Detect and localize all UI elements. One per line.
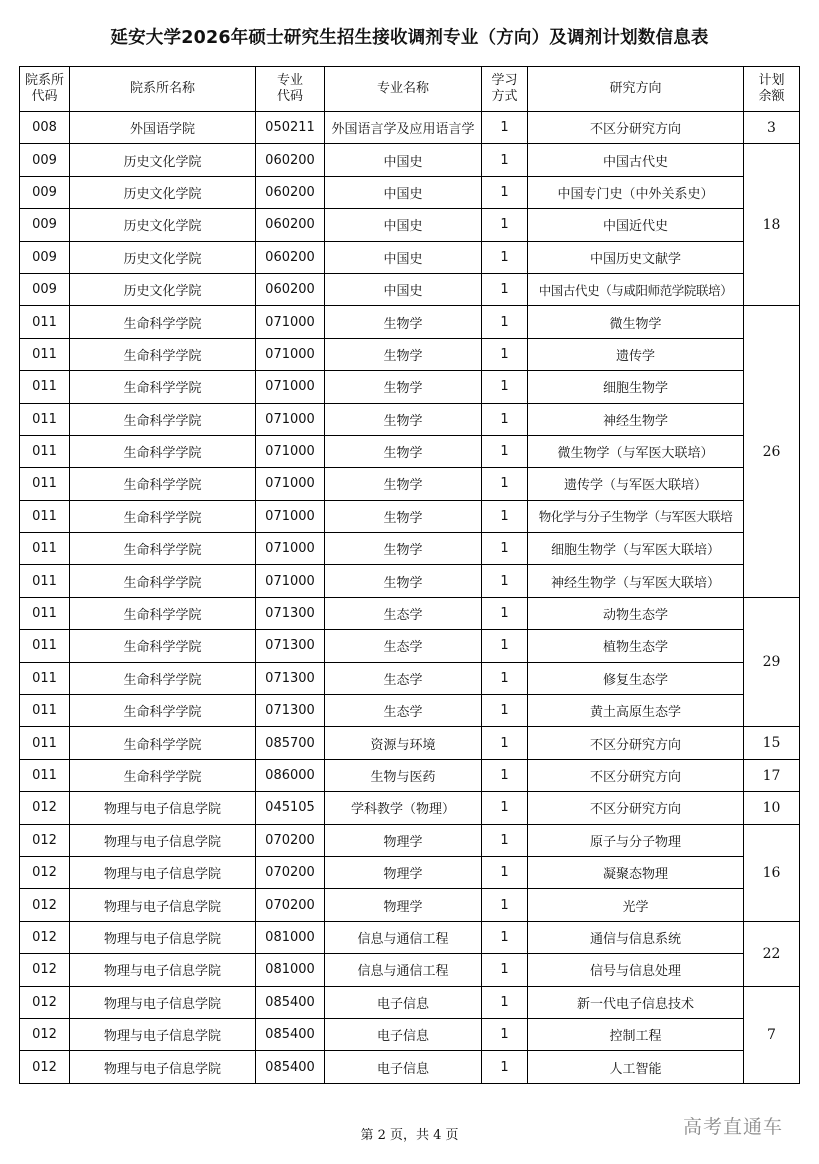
direction-cell: 细胞生物学（与军医大联培）: [528, 533, 744, 565]
study-mode-cell: 1: [482, 792, 528, 824]
direction-cell: 原子与分子物理: [528, 824, 744, 856]
header-study-mode-line1: 学习: [491, 73, 518, 88]
dept-name-cell: 生命科学学院: [70, 306, 256, 338]
major-name-cell: 电子信息: [325, 1018, 482, 1050]
dept-code-cell: 011: [20, 403, 70, 435]
page-footer: 第 2 页，共 4 页: [360, 1128, 459, 1143]
table-row: [20, 338, 800, 370]
dept-name-cell: 生命科学学院: [70, 533, 256, 565]
major-code-cell: 071000: [256, 565, 325, 597]
direction-cell: 神经生物学: [528, 403, 744, 435]
header-major-name: 专业名称: [325, 67, 482, 112]
major-code-cell: 085400: [256, 1051, 325, 1083]
major-name-cell: 中国史: [325, 241, 482, 273]
page-title: 延安大学2026年硕士研究生招生接收调剂专业（方向）及调剂计划数信息表: [110, 28, 709, 48]
dept-name-cell: 生命科学学院: [70, 338, 256, 370]
major-code-cell: 071000: [256, 403, 325, 435]
major-name-cell: 中国史: [325, 273, 482, 305]
study-mode-cell: 1: [482, 954, 528, 986]
direction-cell: 中国古代史: [528, 144, 744, 176]
study-mode-cell: 1: [482, 112, 528, 144]
dept-code-cell: 012: [20, 792, 70, 824]
dept-name-cell: 生命科学学院: [70, 468, 256, 500]
dept-name-cell: 生命科学学院: [70, 371, 256, 403]
dept-name-cell: 生命科学学院: [70, 727, 256, 759]
table-row: [20, 986, 800, 1018]
table-row: [20, 792, 800, 824]
dept-name-cell: 物理与电子信息学院: [70, 1051, 256, 1083]
dept-name-cell: 生命科学学院: [70, 630, 256, 662]
major-code-cell: 071000: [256, 468, 325, 500]
study-mode-cell: 1: [482, 986, 528, 1018]
major-name-cell: 物理学: [325, 889, 482, 921]
dept-code-cell: 012: [20, 856, 70, 888]
study-mode-cell: 1: [482, 371, 528, 403]
major-name-cell: 生物学: [325, 371, 482, 403]
major-code-cell: 060200: [256, 209, 325, 241]
study-mode-cell: 1: [482, 500, 528, 532]
transfer-plan-table: [19, 66, 800, 1084]
table-row: [20, 209, 800, 241]
dept-name-cell: 物理与电子信息学院: [70, 921, 256, 953]
table-row: [20, 500, 800, 532]
quota-cell: 3: [744, 112, 800, 144]
table-row: [20, 824, 800, 856]
quota-cell: 29: [744, 597, 800, 727]
study-mode-cell: 1: [482, 403, 528, 435]
header-row: [20, 67, 800, 112]
direction-cell: 中国历史文献学: [528, 241, 744, 273]
quota-cell: 16: [744, 824, 800, 921]
dept-code-cell: 011: [20, 565, 70, 597]
direction-cell: 新一代电子信息技术: [528, 986, 744, 1018]
direction-cell: 修复生态学: [528, 662, 744, 694]
table-row: [20, 954, 800, 986]
header-major-code: [256, 67, 325, 112]
header-dept-code: [20, 67, 70, 112]
quota-cell: 26: [744, 306, 800, 598]
direction-cell: 中国近代史: [528, 209, 744, 241]
dept-code-cell: 009: [20, 209, 70, 241]
table-row: [20, 241, 800, 273]
dept-code-cell: 011: [20, 597, 70, 629]
major-code-cell: 086000: [256, 759, 325, 791]
table-row: [20, 565, 800, 597]
dept-code-cell: 008: [20, 112, 70, 144]
study-mode-cell: 1: [482, 565, 528, 597]
dept-name-cell: 生命科学学院: [70, 695, 256, 727]
table-row: [20, 759, 800, 791]
dept-code-cell: 011: [20, 500, 70, 532]
dept-code-cell: 012: [20, 921, 70, 953]
dept-name-cell: 生命科学学院: [70, 565, 256, 597]
major-code-cell: 085400: [256, 1018, 325, 1050]
major-name-cell: 外国语言学及应用语言学: [325, 112, 482, 144]
major-code-cell: 070200: [256, 824, 325, 856]
study-mode-cell: 1: [482, 759, 528, 791]
study-mode-cell: 1: [482, 824, 528, 856]
direction-cell: 植物生态学: [528, 630, 744, 662]
direction-cell: 遗传学（与军医大联培）: [528, 468, 744, 500]
dept-code-cell: 009: [20, 144, 70, 176]
quota-cell: 17: [744, 759, 800, 791]
major-code-cell: 060200: [256, 144, 325, 176]
quota-cell: 18: [744, 144, 800, 306]
dept-name-cell: 生命科学学院: [70, 403, 256, 435]
study-mode-cell: 1: [482, 889, 528, 921]
dept-name-cell: 物理与电子信息学院: [70, 1018, 256, 1050]
major-name-cell: 生态学: [325, 695, 482, 727]
dept-name-cell: 生命科学学院: [70, 759, 256, 791]
direction-cell: 通信与信息系统: [528, 921, 744, 953]
major-name-cell: 生物学: [325, 403, 482, 435]
major-name-cell: 中国史: [325, 176, 482, 208]
study-mode-cell: 1: [482, 695, 528, 727]
header-study-mode: [482, 67, 528, 112]
table-row: [20, 533, 800, 565]
major-name-cell: 物理学: [325, 856, 482, 888]
study-mode-cell: 1: [482, 856, 528, 888]
direction-cell: 遗传学: [528, 338, 744, 370]
table-row: [20, 273, 800, 305]
major-name-cell: 中国史: [325, 209, 482, 241]
direction-cell: 中国专门史（中外关系史）: [528, 176, 744, 208]
dept-code-cell: 011: [20, 435, 70, 467]
study-mode-cell: 1: [482, 338, 528, 370]
major-code-cell: 071000: [256, 500, 325, 532]
direction-cell: 微生物学（与军医大联培）: [528, 435, 744, 467]
dept-name-cell: 物理与电子信息学院: [70, 889, 256, 921]
header-quota-line2: 余额: [758, 89, 785, 104]
dept-name-cell: 历史文化学院: [70, 176, 256, 208]
study-mode-cell: 1: [482, 273, 528, 305]
major-code-cell: 071000: [256, 306, 325, 338]
header-dept-code-line2: 代码: [31, 89, 58, 104]
table-row: [20, 630, 800, 662]
dept-code-cell: 012: [20, 954, 70, 986]
dept-code-cell: 012: [20, 986, 70, 1018]
header-dept-code-line1: 院系所: [24, 73, 64, 88]
direction-cell: 黄土高原生态学: [528, 695, 744, 727]
major-name-cell: 生态学: [325, 662, 482, 694]
quota-cell: 15: [744, 727, 800, 759]
header-direction: 研究方向: [528, 67, 744, 112]
major-name-cell: 资源与环境: [325, 727, 482, 759]
header-major-code-line2: 代码: [276, 89, 303, 104]
study-mode-cell: 1: [482, 630, 528, 662]
header-quota-line1: 计划: [758, 73, 785, 88]
direction-cell: 不区分研究方向: [528, 759, 744, 791]
direction-cell: 细胞生物学: [528, 371, 744, 403]
table-row: [20, 695, 800, 727]
table-row: [20, 435, 800, 467]
dept-code-cell: 011: [20, 338, 70, 370]
dept-name-cell: 物理与电子信息学院: [70, 792, 256, 824]
direction-cell: 物化学与分子生物学（与军医大联培: [528, 500, 744, 532]
study-mode-cell: 1: [482, 662, 528, 694]
table-row: [20, 112, 800, 144]
major-code-cell: 070200: [256, 856, 325, 888]
study-mode-cell: 1: [482, 435, 528, 467]
major-code-cell: 081000: [256, 954, 325, 986]
study-mode-cell: 1: [482, 241, 528, 273]
major-name-cell: 生物学: [325, 338, 482, 370]
dept-code-cell: 011: [20, 695, 70, 727]
major-name-cell: 信息与通信工程: [325, 921, 482, 953]
header-study-mode-line2: 方式: [491, 89, 518, 104]
major-code-cell: 060200: [256, 176, 325, 208]
major-name-cell: 生物学: [325, 565, 482, 597]
watermark: 高考直通车: [683, 1116, 784, 1138]
table-row: [20, 1051, 800, 1083]
dept-name-cell: 历史文化学院: [70, 144, 256, 176]
study-mode-cell: 1: [482, 176, 528, 208]
study-mode-cell: 1: [482, 209, 528, 241]
table-row: [20, 371, 800, 403]
direction-cell: 不区分研究方向: [528, 727, 744, 759]
major-name-cell: 生物学: [325, 435, 482, 467]
dept-code-cell: 011: [20, 468, 70, 500]
major-name-cell: 物理学: [325, 824, 482, 856]
header-dept-name: 院系所名称: [70, 67, 256, 112]
major-code-cell: 071000: [256, 533, 325, 565]
direction-cell: 控制工程: [528, 1018, 744, 1050]
major-code-cell: 081000: [256, 921, 325, 953]
dept-name-cell: 物理与电子信息学院: [70, 986, 256, 1018]
major-name-cell: 电子信息: [325, 1051, 482, 1083]
dept-code-cell: 012: [20, 1051, 70, 1083]
table-row: [20, 1018, 800, 1050]
direction-cell: 人工智能: [528, 1051, 744, 1083]
header-major-code-line1: 专业: [276, 73, 303, 88]
major-name-cell: 生物学: [325, 306, 482, 338]
table-row: [20, 176, 800, 208]
study-mode-cell: 1: [482, 144, 528, 176]
major-code-cell: 085400: [256, 986, 325, 1018]
dept-name-cell: 生命科学学院: [70, 662, 256, 694]
major-name-cell: 信息与通信工程: [325, 954, 482, 986]
direction-cell: 动物生态学: [528, 597, 744, 629]
dept-code-cell: 011: [20, 371, 70, 403]
major-code-cell: 045105: [256, 792, 325, 824]
direction-cell: 不区分研究方向: [528, 112, 744, 144]
quota-cell: 22: [744, 921, 800, 986]
dept-name-cell: 历史文化学院: [70, 209, 256, 241]
study-mode-cell: 1: [482, 306, 528, 338]
table-row: [20, 306, 800, 338]
major-code-cell: 060200: [256, 273, 325, 305]
header-quota: [744, 67, 800, 112]
table-row: [20, 889, 800, 921]
dept-name-cell: 外国语学院: [70, 112, 256, 144]
direction-cell: 中国古代史（与咸阳师范学院联培）: [528, 273, 744, 305]
major-name-cell: 生态学: [325, 597, 482, 629]
dept-name-cell: 生命科学学院: [70, 500, 256, 532]
major-code-cell: 071300: [256, 630, 325, 662]
major-name-cell: 中国史: [325, 144, 482, 176]
table-row: [20, 403, 800, 435]
major-code-cell: 071000: [256, 338, 325, 370]
major-name-cell: 生物学: [325, 533, 482, 565]
direction-cell: 微生物学: [528, 306, 744, 338]
table-row: [20, 662, 800, 694]
dept-code-cell: 011: [20, 759, 70, 791]
table-row: [20, 856, 800, 888]
major-name-cell: 生物学: [325, 500, 482, 532]
table-row: [20, 727, 800, 759]
dept-code-cell: 011: [20, 662, 70, 694]
major-name-cell: 生物与医药: [325, 759, 482, 791]
major-code-cell: 071300: [256, 597, 325, 629]
dept-code-cell: 011: [20, 306, 70, 338]
major-name-cell: 电子信息: [325, 986, 482, 1018]
dept-code-cell: 011: [20, 630, 70, 662]
major-code-cell: 071300: [256, 695, 325, 727]
major-code-cell: 071300: [256, 662, 325, 694]
direction-cell: 信号与信息处理: [528, 954, 744, 986]
dept-name-cell: 生命科学学院: [70, 597, 256, 629]
dept-name-cell: 物理与电子信息学院: [70, 856, 256, 888]
dept-code-cell: 012: [20, 824, 70, 856]
study-mode-cell: 1: [482, 1018, 528, 1050]
major-code-cell: 060200: [256, 241, 325, 273]
major-code-cell: 050211: [256, 112, 325, 144]
dept-name-cell: 生命科学学院: [70, 435, 256, 467]
major-name-cell: 生态学: [325, 630, 482, 662]
dept-code-cell: 012: [20, 1018, 70, 1050]
dept-name-cell: 历史文化学院: [70, 273, 256, 305]
dept-name-cell: 物理与电子信息学院: [70, 954, 256, 986]
major-name-cell: 生物学: [325, 468, 482, 500]
major-code-cell: 071000: [256, 435, 325, 467]
direction-cell: 凝聚态物理: [528, 856, 744, 888]
major-code-cell: 071000: [256, 371, 325, 403]
table-row: [20, 921, 800, 953]
dept-name-cell: 历史文化学院: [70, 241, 256, 273]
major-code-cell: 085700: [256, 727, 325, 759]
study-mode-cell: 1: [482, 533, 528, 565]
study-mode-cell: 1: [482, 1051, 528, 1083]
study-mode-cell: 1: [482, 727, 528, 759]
table-row: [20, 597, 800, 629]
dept-code-cell: 009: [20, 176, 70, 208]
direction-cell: 神经生物学（与军医大联培）: [528, 565, 744, 597]
study-mode-cell: 1: [482, 468, 528, 500]
table-row: [20, 144, 800, 176]
dept-code-cell: 009: [20, 241, 70, 273]
direction-cell: 光学: [528, 889, 744, 921]
dept-code-cell: 012: [20, 889, 70, 921]
dept-code-cell: 011: [20, 727, 70, 759]
direction-cell: 不区分研究方向: [528, 792, 744, 824]
study-mode-cell: 1: [482, 597, 528, 629]
study-mode-cell: 1: [482, 921, 528, 953]
dept-code-cell: 011: [20, 533, 70, 565]
major-code-cell: 070200: [256, 889, 325, 921]
dept-code-cell: 009: [20, 273, 70, 305]
quota-cell: 7: [744, 986, 800, 1083]
table-body: [20, 112, 800, 1084]
dept-name-cell: 物理与电子信息学院: [70, 824, 256, 856]
table-row: [20, 468, 800, 500]
major-name-cell: 学科教学（物理）: [325, 792, 482, 824]
quota-cell: 10: [744, 792, 800, 824]
